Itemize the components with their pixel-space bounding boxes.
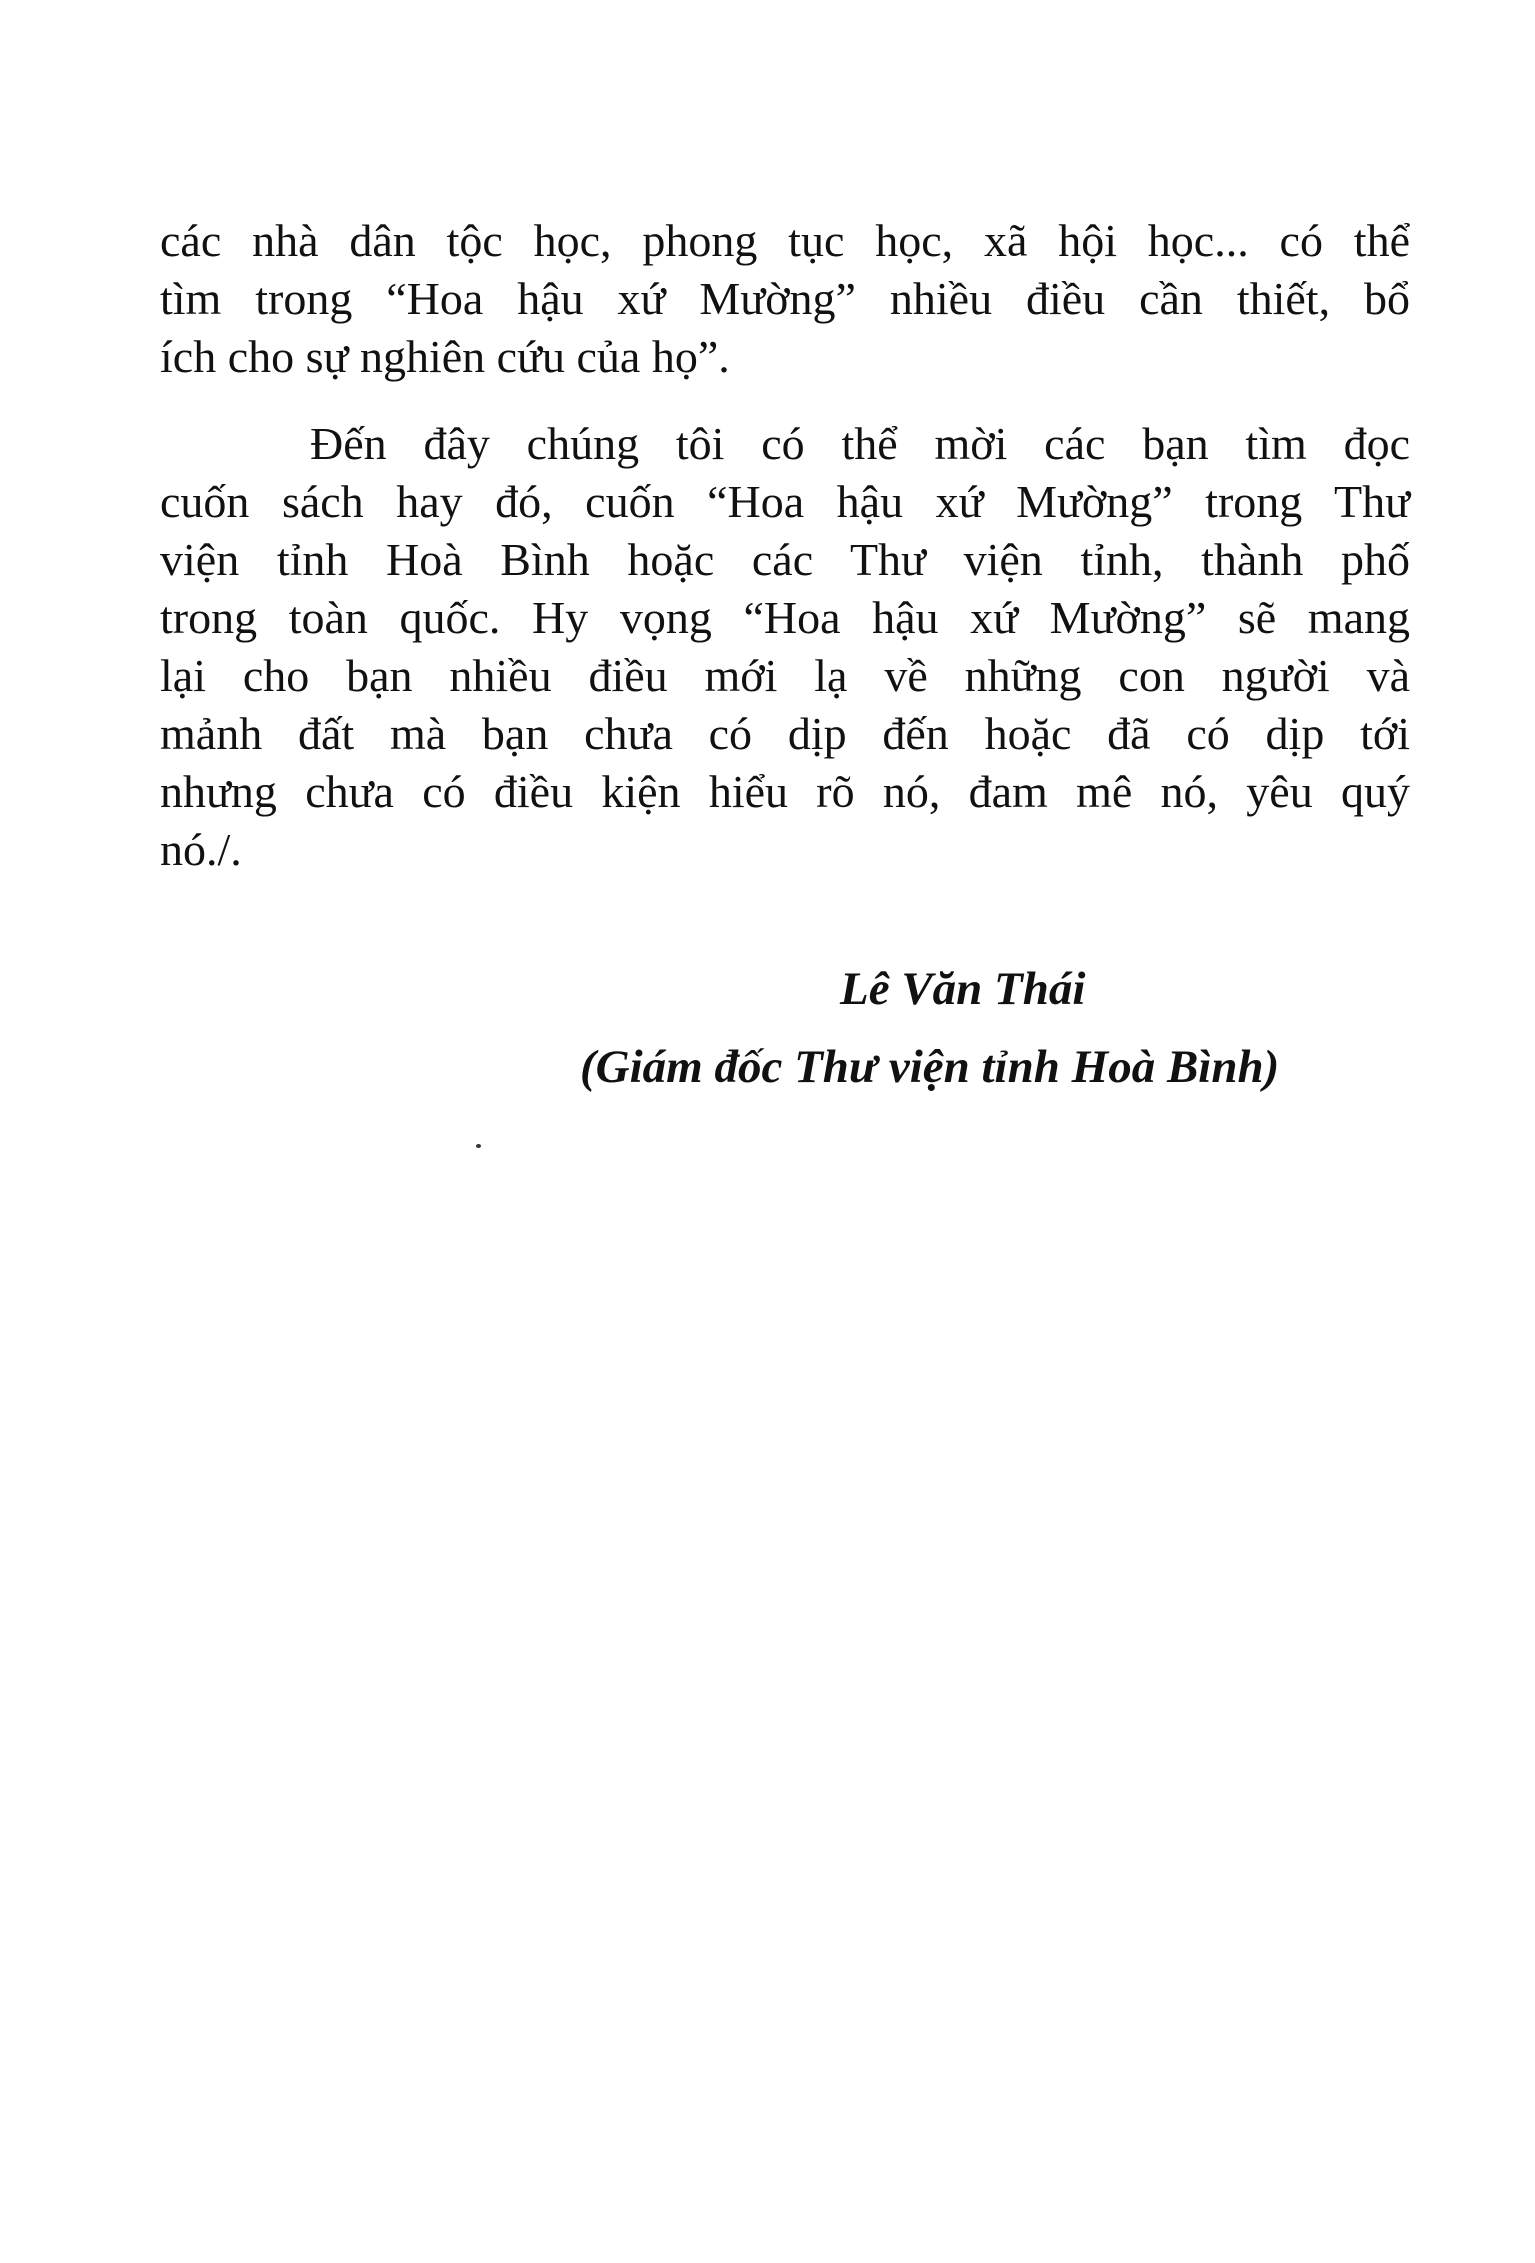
paragraph-line: cuốn sách hay đó, cuốn “Hoa hậu xứ Mường” trong Thư	[160, 476, 1410, 527]
paragraph-line: các nhà dân tộc học, phong tục học, xã hội học... có thể	[160, 215, 1410, 266]
paragraph-line: lại cho bạn nhiều điều mới lạ về những con người và	[160, 650, 1410, 701]
paragraph-1	[160, 212, 1410, 386]
signature-name: Lê Văn Thái	[840, 963, 1086, 1015]
paragraph-line: Đến đây chúng tôi có thể mời các bạn tìm đọc	[310, 418, 1410, 469]
paragraph-line: mảnh đất mà bạn chưa có dịp đến hoặc đã có dịp tới	[160, 708, 1410, 759]
signature-title: (Giám đốc Thư viện tỉnh Hoà Bình)	[580, 1041, 1280, 1093]
paragraph-line: ích cho sự nghiên cứu của họ”.	[160, 331, 730, 382]
paragraph-line: tìm trong “Hoa hậu xứ Mường” nhiều điều cần thiết, bổ	[160, 273, 1410, 324]
paragraph-2	[160, 415, 1410, 879]
paragraph-line: trong toàn quốc. Hy vọng “Hoa hậu xứ Mường” sẽ mang	[160, 592, 1410, 643]
paragraph-line: nhưng chưa có điều kiện hiểu rõ nó, đam mê nó, yêu quý	[160, 766, 1410, 817]
paragraph-line: nó./.	[160, 824, 242, 875]
paragraph-line: viện tỉnh Hoà Bình hoặc các Thư viện tỉnh, thành phố	[160, 534, 1410, 585]
scan-speck	[476, 1144, 481, 1148]
